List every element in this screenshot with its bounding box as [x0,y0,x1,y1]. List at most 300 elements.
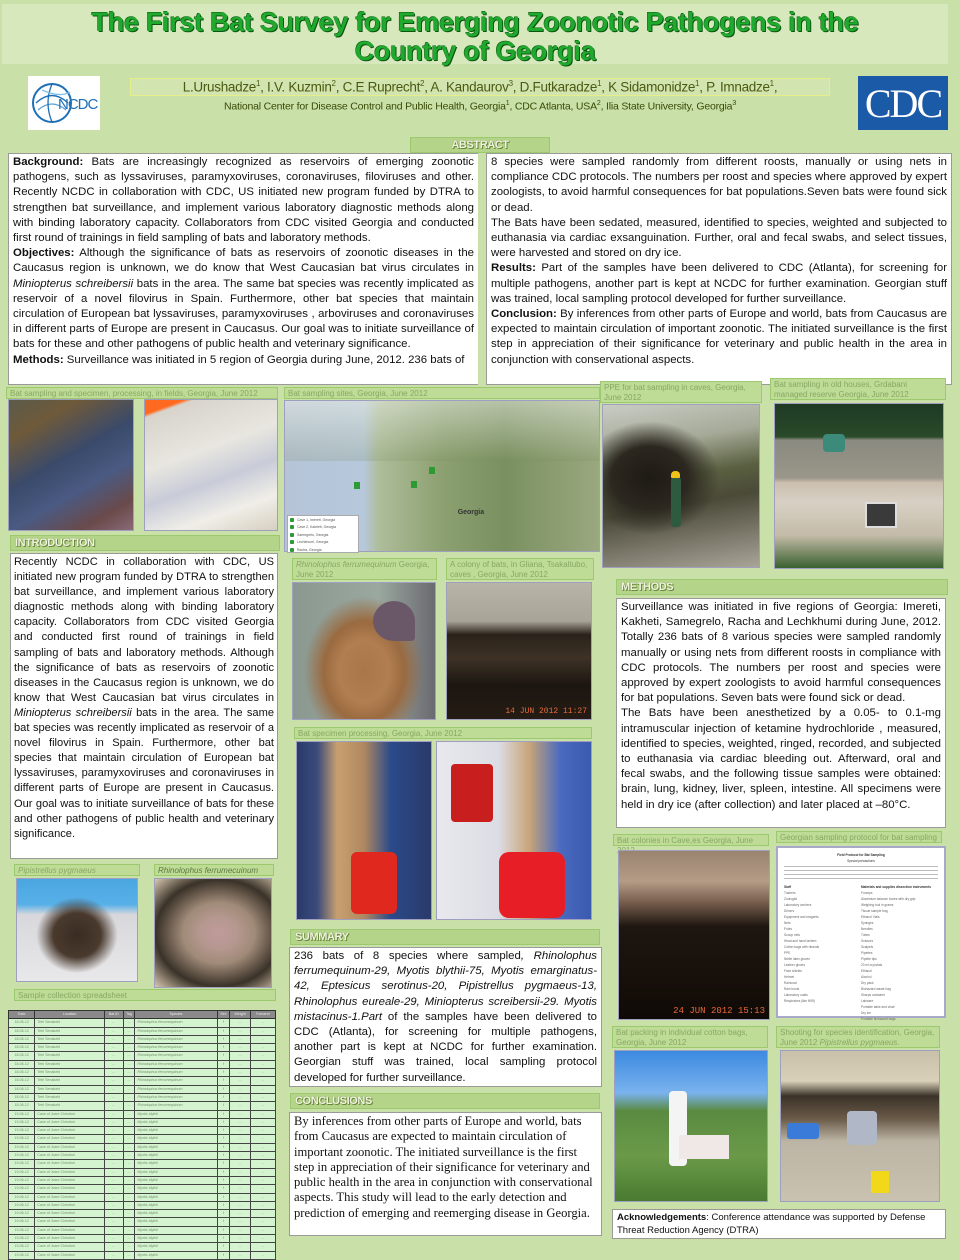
spreadsheet-column-header: Forearm [250,1011,275,1019]
methods-body-procedure: The Bats have been anesthetized by a 0.05- to 0.1-mg intramuscular injection of ketamine hydrochloride , measured, identified to species, weighted, ringed, recorded, and subjected to euthanasia via cardiac bleeding out. Afterward, oral and fecal swabs, and the following tissue samples were obtained: brain, lung, kidney, liver, spleen, intestine. All specimens were held in dry ice (after collection) and later placed at –80°C. [621,707,941,811]
spreadsheet-column-header: Species [135,1011,218,1019]
photo-rhinolophus-face [154,878,272,988]
spreadsheet-cell: ... [123,1127,135,1135]
spreadsheet-cell: 19-06-12 [9,1251,35,1259]
protocol-right-list [861,884,938,1022]
results-label: Results: [491,262,536,275]
spreadsheet-cell: 19-06-12 [9,1168,35,1176]
affiliation-marker: 2 [331,79,336,88]
spreadsheet-cell: ... [104,1218,123,1226]
spreadsheet-cell: ... [104,1027,123,1035]
spreadsheet-cell: Myotis blythii [135,1168,218,1176]
spreadsheet-cell: f [217,1135,229,1143]
caption-specimen-processing: Bat specimen processing, Georgia, June 2012 [294,727,592,739]
abstract-left-column [8,153,478,385]
spreadsheet-cell: 19-06-12 [9,1110,35,1118]
author-name: D.Futkaradze [519,79,598,95]
spreadsheet-cell: Tetri Senakebi [35,1052,104,1060]
spreadsheet-cell: f [217,1118,229,1126]
map-legend-item [288,516,358,524]
caption-sampling-sites: Bat sampling sites, Georgia, June 2012 [284,387,600,399]
spreadsheet-cell: ... [123,1118,135,1126]
photo-shooting-identification [780,1050,940,1202]
protocol-list-item: Pipette tips [861,957,877,961]
photo-specimen-dissection [436,741,592,920]
protocol-list-item: Scoop nets [784,933,800,937]
spreadsheet-row [9,1168,276,1176]
caption-species: Rhinolophus ferrumequinum [296,560,397,569]
spreadsheet-cell: Tetri Senakebi [35,1019,104,1027]
spreadsheet-cell: ... [104,1052,123,1060]
spreadsheet-cell: Myotis blythii [135,1185,218,1193]
spreadsheet-cell: 19-06-12 [9,1193,35,1201]
marker-icon [290,533,294,537]
spreadsheet-row [9,1019,276,1027]
spreadsheet-cell: Cave of Jvare Christtori [35,1135,104,1143]
spreadsheet-cell: f [217,1093,229,1101]
spreadsheet-column-header: Weight [230,1011,251,1019]
spreadsheet-row [9,1052,276,1060]
spreadsheet-row [9,1226,276,1234]
spreadsheet-cell: ... [123,1152,135,1160]
spreadsheet-cell: ... [123,1226,135,1234]
affiliation-name: National Center for Disease Control and Public Health, Georgia [223,100,506,113]
protocol-list-item: Pipettes [861,951,873,955]
spreadsheet-cell: ... [230,1185,251,1193]
spreadsheet-cell: 19-06-12 [9,1185,35,1193]
spreadsheet-cell: ... [250,1127,275,1135]
spreadsheet-cell: Cave of Jvare Christtori [35,1185,104,1193]
spreadsheet-cell: Rhinolophus ferrumequinum [135,1052,218,1060]
caption-cotton-bags: Bat packing in individual cotton bags, Georgia, June 2012 [612,1026,768,1048]
spreadsheet-cell: ... [104,1093,123,1101]
spreadsheet-cell: ... [104,1102,123,1110]
spreadsheet-cell: Rhinolophus ferrumequinum [135,1102,218,1110]
spreadsheet-cell: f [217,1235,229,1243]
protocol-list-item: 20 ml cryovials [861,963,883,967]
caption-cave-colonies: Bat colonies in Cave,es Georgia, June [613,834,769,846]
methods-text-cont: 8 species were sampled randomly from different roosts, manually or using nets in compliance CDC protocols. The numbers per roost and species where approved by expert zoologists, to avoid harmful consequences for bat populations.Seven bats were found sick or dead. [491,156,947,214]
sharps-container-figure [499,852,565,918]
spreadsheet-cell: ... [123,1210,135,1218]
spreadsheet-cell: f [217,1218,229,1226]
protocol-list-item: Cotton bags with ribands [784,945,820,949]
photo-cotton-bags [614,1050,768,1202]
spreadsheet-cell: Myotis blythii [135,1176,218,1184]
spreadsheet-row [9,1251,276,1259]
introduction-species: Miniopterus schreibersii [14,706,132,719]
spreadsheet-cell: f [217,1069,229,1077]
spreadsheet-cell: 19-06-12 [9,1218,35,1226]
spreadsheet-cell: Cave of Jvare Christtori [35,1235,104,1243]
methods-label: Methods: [13,353,64,366]
affiliation-marker: 3 [508,79,513,88]
spreadsheet-row [9,1027,276,1035]
spreadsheet-cell: f [217,1201,229,1209]
spreadsheet-cell: ... [230,1176,251,1184]
affiliation-marker: 1 [597,79,602,88]
spreadsheet-cell: f [217,1127,229,1135]
caption-rhinolophus-georgia [292,558,437,580]
spreadsheet-cell: ... [123,1093,135,1101]
spreadsheet-cell: 19-06-12 [9,1226,35,1234]
spreadsheet-cell: Rhinolophus ferrumequinum [135,1019,218,1027]
spreadsheet-cell: f [217,1251,229,1259]
spreadsheet-cell: Tetri Senakebi [35,1035,104,1043]
acknowledgements-label: Acknowledgements [617,1212,707,1223]
author-name: I.V. Kuzmin [267,79,332,95]
methods-text-procedure: The Bats have been sedated, measured, identified to species, weighted and subjected to euthanasia via cardiac exsanguination. Further, oral and fecal swabs, and select tissues, were harvested and stored on dry ice. [491,216,947,260]
background-label: Background: [13,156,84,168]
spreadsheet-row [9,1069,276,1077]
protocol-list-item: Leather gloves [784,963,805,967]
spreadsheet-cell: ... [104,1077,123,1085]
spreadsheet-cell: ... [250,1060,275,1068]
spreadsheet-cell: Myotis blythii [135,1160,218,1168]
photo-roof-sampling [774,403,944,569]
affiliation-name: CDC Atlanta, USA [514,100,597,113]
spreadsheet-row [9,1160,276,1168]
spreadsheet-cell: ... [123,1027,135,1035]
protocol-list-item: Syringes [861,921,874,925]
spreadsheet-cell: f [217,1027,229,1035]
spreadsheet-cell: Rhinolophus ferrumequinum [135,1085,218,1093]
results-text: Part of the samples have been delivered to CDC (Atlanta), for screening for multiple pathogens, another part is kept at NCDC for further examination. Georgian stuff was trained, local sampling protocol developed for further surveillance. [491,262,947,305]
spreadsheet-cell: ... [250,1019,275,1027]
conclusions-text: By inferences from other parts of Europe and world, bats from Caucasus are expected to maintain circulation of important zoonotic. The initiated surveillance is the first step in appreciation of their significance for veterinary and public health in the area in conjunction with conservational aspects. This study will lead to the early detection and prediction of emerging and reemerging disease in Georgia. [289,1112,602,1236]
conclusion-text: By inferences from other parts of Europe and world, bats from Caucasus are expected to maintain circulation of important zoonotic. The initiated surveillance is the first step in appreciation of their significance for veterinary and public health in the area in conjunction with conservational aspects. [491,308,947,366]
cotton-bags-figure [679,1135,729,1159]
spreadsheet-cell: ... [230,1243,251,1251]
spreadsheet-cell: ... [123,1201,135,1209]
sample-collection-spreadsheet [8,1010,276,1260]
conclusions-heading: CONCLUSIONS [290,1093,600,1109]
spreadsheet-row [9,1093,276,1101]
spreadsheet-cell: f [217,1035,229,1043]
spreadsheet-cell: f [217,1160,229,1168]
sharps-container-figure [451,764,493,822]
spreadsheet-cell: ... [104,1201,123,1209]
affiliation-marker: 3 [732,100,737,107]
map-legend-item [288,531,358,539]
spreadsheet-cell: 18-06-12 [9,1044,35,1052]
spreadsheet-cell: ... [230,1069,251,1077]
map-legend-item [288,539,358,547]
spreadsheet-cell: ... [123,1251,135,1259]
spreadsheet-cell: f [217,1176,229,1184]
spreadsheet-cell: ... [104,1243,123,1251]
map-site-marker [411,481,417,488]
spreadsheet-cell: ... [250,1052,275,1060]
spreadsheet-cell: Cave of Jvare Christtori [35,1152,104,1160]
acknowledgements [612,1209,946,1239]
affiliation-name: Ilia State University, Georgia [606,100,733,113]
protocol-list-item: Raincoat [784,981,797,985]
spreadsheet-cell: ... [250,1218,275,1226]
spreadsheet-cell: ... [123,1243,135,1251]
photo-timestamp: 24 JUN 2012 15:13 [673,1006,765,1016]
spreadsheet-cell: 18-06-12 [9,1035,35,1043]
spreadsheet-cell: ... [123,1160,135,1168]
spreadsheet-column-header: Sex [217,1011,229,1019]
spreadsheet-cell: ... [230,1052,251,1060]
spreadsheet-cell: ... [230,1044,251,1052]
spreadsheet-column-header: Location [35,1011,104,1019]
spreadsheet-cell: ... [250,1226,275,1234]
spreadsheet-cell: ... [230,1251,251,1259]
protocol-list-item: Face shields [784,969,802,973]
spreadsheet-column-header: Bat ID [104,1011,123,1019]
spreadsheet-cell: ... [104,1069,123,1077]
spreadsheet-cell: ... [104,1235,123,1243]
spreadsheet-cell: Cave of Jvare Christtori [35,1210,104,1218]
photo-ppe-cave-entrance [602,404,760,568]
cdc-logo-text: CDC [864,80,942,126]
spreadsheet-cell: f [217,1102,229,1110]
spreadsheet-cell: f [217,1110,229,1118]
spreadsheet-cell: ... [123,1193,135,1201]
introduction-body-cont: bats in the area. The same bat species was recently implicated as reservoir of a novel filovirus in Spain. Furthermore, other bat species that maintain circulation of European bat lyssaviruses, paramyxoviruses and coronaviruses in different parts of Europe are present in Caucasus. Our goal was to initiate surveillance of bats for these and other pathogens of public health and veterinary significance. [14,706,274,840]
spreadsheet-cell: ... [104,1251,123,1259]
spreadsheet-cell: ... [104,1168,123,1176]
spreadsheet-cell: Cave of Jvare Christtori [35,1168,104,1176]
person-figure [787,1123,819,1139]
spreadsheet-cell: ... [230,1226,251,1234]
methods-heading: METHODS [616,579,948,595]
author-name: K Sidamonidze [608,79,696,95]
spreadsheet-cell: f [217,1152,229,1160]
map-legend-label: Cave 2, Kakheti, Georgia [297,525,337,530]
spreadsheet-cell: 18-06-12 [9,1060,35,1068]
map-mountains [285,401,599,461]
spreadsheet-cell: f [217,1077,229,1085]
introduction-heading: INTRODUCTION [10,535,280,551]
spreadsheet-cell: ... [104,1085,123,1093]
spreadsheet-cell: ... [250,1085,275,1093]
spreadsheet-cell: ... [230,1077,251,1085]
spreadsheet-cell: ... [230,1143,251,1151]
spreadsheet-cell: ... [230,1160,251,1168]
spreadsheet-cell: ... [104,1152,123,1160]
caption-spreadsheet: Sample collection spreadsheet [14,989,276,1001]
caption-old-houses: Bat sampling in old houses, Grdabani managed reserve Georgia, June 2012 [770,378,946,400]
window-figure [865,502,897,528]
spreadsheet-cell: ... [104,1035,123,1043]
summary-heading: SUMMARY [290,929,600,945]
protocol-list-item: Needles [861,927,873,931]
summary-text [289,947,602,1087]
spreadsheet-cell: Tetri Senakebi [35,1069,104,1077]
spreadsheet-cell: ... [104,1176,123,1184]
spreadsheet-cell: ... [123,1044,135,1052]
spreadsheet-row [9,1152,276,1160]
spreadsheet-cell: f [217,1243,229,1251]
photo-lab-team [296,741,432,920]
protocol-list-item: Labware [861,999,874,1003]
caption-pipistrellus: Pipistrellus pygmaeus [14,864,140,876]
protocol-list-item: Scalpels [861,945,874,949]
spreadsheet-cell: ... [250,1102,275,1110]
photo-bat-colony [446,582,592,720]
objectives-text-cont: bats in the area. The same bat species was recently implicated as reservoir of a novel filovirus in Spain. Furthermore, other bat species that maintain circulation of European bat lyssaviruses, paramyxoviruses , arboviruses and coronaviruses in different parts of Europe are present in Caucasus. Our goal was to initiate surveillance of bats for these and other pathogens of public health and veterinary significance. [13,277,474,351]
spreadsheet-cell: ... [123,1035,135,1043]
protocol-list-item: Dry pack [861,981,874,985]
marker-icon [290,540,294,544]
map-legend [287,515,359,553]
spreadsheet-cell: Tetri Senakebi [35,1027,104,1035]
spreadsheet-cell: Myotis blythii [135,1110,218,1118]
spreadsheet-cell: ... [123,1102,135,1110]
spreadsheet-cell: Cave of Jvare Christtori [35,1160,104,1168]
spreadsheet-cell: Myotis blythii [135,1193,218,1201]
spreadsheet-cell: ... [230,1060,251,1068]
spreadsheet-cell: 19-06-12 [9,1152,35,1160]
affiliation-marker: 1 [769,79,774,88]
protocol-list-item: PPE [784,951,791,955]
spreadsheet-cell: ... [104,1185,123,1193]
protocol-list-item: Staff [784,885,792,889]
spreadsheet-cell: ... [230,1127,251,1135]
spreadsheet-cell: Myotis blythii [135,1201,218,1209]
spreadsheet-cell: Cave of Jvare Christtori [35,1251,104,1259]
protocol-list-item: Scissors [861,939,874,943]
protocol-list-item: Respirators (like N95) [784,999,815,1003]
spreadsheet-cell: Rhinolophus ferrumequinum [135,1027,218,1035]
spreadsheet-row [9,1235,276,1243]
introduction-body: Recently NCDC in collaboration with CDC, US initiated new program funded by DTRA to strengthen bat surveillance, and implement various laboratory diagnostic methods along with binding laboratory capacity. Collaborators from CDC visited Georgia and conducted first round of trainings in field sampling of bats and laboratory methods. Although the significance of bats as reservoirs of zoonotic diseases in the Caucasus region is unknown, we do know that West Caucasian bat virus circulates in [14,556,274,704]
spreadsheet-cell: Myotis blythii [135,1135,218,1143]
spreadsheet-cell: 19-06-12 [9,1210,35,1218]
spreadsheet-cell: ... [123,1235,135,1243]
spreadsheet-cell: ... [104,1060,123,1068]
spreadsheet-row [9,1127,276,1135]
spreadsheet-cell: ... [230,1135,251,1143]
protocol-list-item: Materials and supplies dissection instruments [861,885,931,889]
protocol-list-item: Portable table and chair [861,1005,895,1009]
spreadsheet-cell: 19-06-12 [9,1201,35,1209]
spreadsheet-cell: ... [104,1110,123,1118]
poster-title-line-2: Country of Georgia [354,36,596,66]
spreadsheet-cell: ... [250,1210,275,1218]
caption-field-processing: Bat sampling and specimen, processing, in fields, Georgia, June 2012 [6,387,278,399]
spreadsheet-cell: ... [123,1085,135,1093]
summary-body: of the samples have been delivered to CDC (Atlanta), for screening for multiple pathogens, another part is kept at NCDC for further examination. Georgian stuff was trained, local sampling protocol developed for further surveillance. [294,1010,597,1084]
protocol-document [776,846,946,1021]
spreadsheet-cell: f [217,1143,229,1151]
protocol-list-item: Zoologist [784,897,797,901]
spreadsheet-cell: ... [250,1176,275,1184]
spreadsheet-cell: ... [230,1210,251,1218]
spreadsheet-cell: Myotis blythii [135,1243,218,1251]
protocol-list-item: Tubes [861,933,870,937]
author-name: A. Kandaurov [430,79,509,95]
spreadsheet-cell: ... [230,1110,251,1118]
map-legend-label: Lechkhumi, Georgia [297,540,329,545]
protocol-list-item: Rain boots [784,987,800,991]
summary-species-list: , Rhinolophus ferrumequinum-29, Myotis blythii-75, Myotis emarginatus-42, Eptesicus serotinus-20, Pipistrellus pygmaeus-13, Rhinolophus eureale-29, Miniopterus screibersii-29. Myotis mistacinus-1.Part [294,950,597,1023]
spreadsheet-cell: Cave of Jvare Christtori [35,1226,104,1234]
methods-text: Surveillance was initiated in 5 region of Georgia during June, 2012. 236 bats of [63,353,465,366]
protocol-list-item: Laboratory coats [784,993,808,997]
spreadsheet-cell: 18-06-12 [9,1052,35,1060]
spreadsheet-cell: ... [104,1210,123,1218]
spreadsheet-row [9,1110,276,1118]
protocol-list-item: Nets [784,921,791,925]
background-text: Bats are increasingly recognized as reservoirs of emerging zoonotic pathogens, such as lyssaviruses, paramyxoviruses, coronaviruses, filoviruses and other. Recently NCDC in collaboration with CDC, US initiated new program funded by DTRA to strengthen bat surveillance, and implement various laboratory diagnostic methods along with binding laboratory capacity. Collaborators from CDC visited Georgia and conducted first round of trainings in field sampling of bats and laboratory methods. [13,156,474,245]
spreadsheet-cell: 18-06-12 [9,1102,35,1110]
spreadsheet-cell: ... [250,1069,275,1077]
spreadsheet-cell: ... [230,1027,251,1035]
protocol-list-item: Poles [784,927,792,931]
spreadsheet-cell: Myotis blythii [135,1127,218,1135]
spreadsheet-cell: Cave of Jvare Christtori [35,1176,104,1184]
spreadsheet-cell: ... [123,1052,135,1060]
spreadsheet-row [9,1193,276,1201]
author-name: P. Imnadze [706,79,770,95]
spreadsheet-cell: ... [250,1193,275,1201]
protocol-list-item: Biohazard waste bag [861,987,891,991]
spreadsheet-cell: ... [104,1044,123,1052]
protocol-subtitle: Special precautions [847,859,875,863]
spreadsheet-row [9,1185,276,1193]
spreadsheet-cell: Cave of Jvare Christtori [35,1143,104,1151]
protocol-list-item: Weighing tool in grams [861,903,894,907]
spreadsheet-row [9,1243,276,1251]
protocol-list-item: Equipment and reagents [784,915,819,919]
objectives-species: Miniopterus schreibersii [13,277,134,290]
spreadsheet-cell: Myotis blythii [135,1152,218,1160]
spreadsheet-cell: Myotis blythii [135,1235,218,1243]
protocol-list-item: Sharps container [861,993,886,997]
methods-text [616,598,946,828]
spreadsheet-cell: ... [250,1027,275,1035]
spreadsheet-cell: ... [123,1143,135,1151]
spreadsheet-cell: ... [230,1168,251,1176]
protocol-list-item: Helmet [784,975,795,979]
protocol-list-item: Ethanol Vials [861,915,880,919]
spreadsheet-cell: ... [230,1218,251,1226]
spreadsheet-row [9,1118,276,1126]
photo-bat-in-glove [8,399,134,531]
spreadsheet-header-row [9,1011,276,1019]
photo-rhinolophus-profile [292,582,436,720]
spreadsheet-cell: Rhinolophus ferrumequinum [135,1060,218,1068]
protocol-title: Field Protocol for Bat Sampling [837,853,885,857]
spreadsheet-cell: f [217,1060,229,1068]
spreadsheet-cell: 19-06-12 [9,1176,35,1184]
spreadsheet-column-header: Date [9,1011,35,1019]
caption-species: Pipistrellus pygmaeus. [819,1038,900,1047]
spreadsheet-cell: ... [230,1118,251,1126]
spreadsheet-cell: ... [230,1019,251,1027]
spreadsheet-cell: ... [123,1019,135,1027]
protocol-list-item: Nitrile latex gloves [784,957,810,961]
spreadsheet-cell: ... [250,1093,275,1101]
spreadsheet-cell: ... [104,1118,123,1126]
caption-protocol: Georgian sampling protocol for bat sampling [776,831,942,843]
spreadsheet-cell: Myotis blythii [135,1210,218,1218]
spreadsheet-cell: Tetri Senakebi [35,1102,104,1110]
spreadsheet-cell: 18-06-12 [9,1077,35,1085]
acknowledgements-text: : Conference attendance was supported by Defense Threat Reduction Agency (DTRA) [617,1212,926,1236]
spreadsheet-cell: ... [104,1127,123,1135]
yellow-boots-figure [871,1171,889,1193]
spreadsheet-cell: ... [123,1218,135,1226]
spreadsheet-cell: ... [123,1176,135,1184]
caption-shooting [776,1026,940,1048]
photo-cave-colonies [618,850,770,1020]
cdc-logo [858,76,948,130]
